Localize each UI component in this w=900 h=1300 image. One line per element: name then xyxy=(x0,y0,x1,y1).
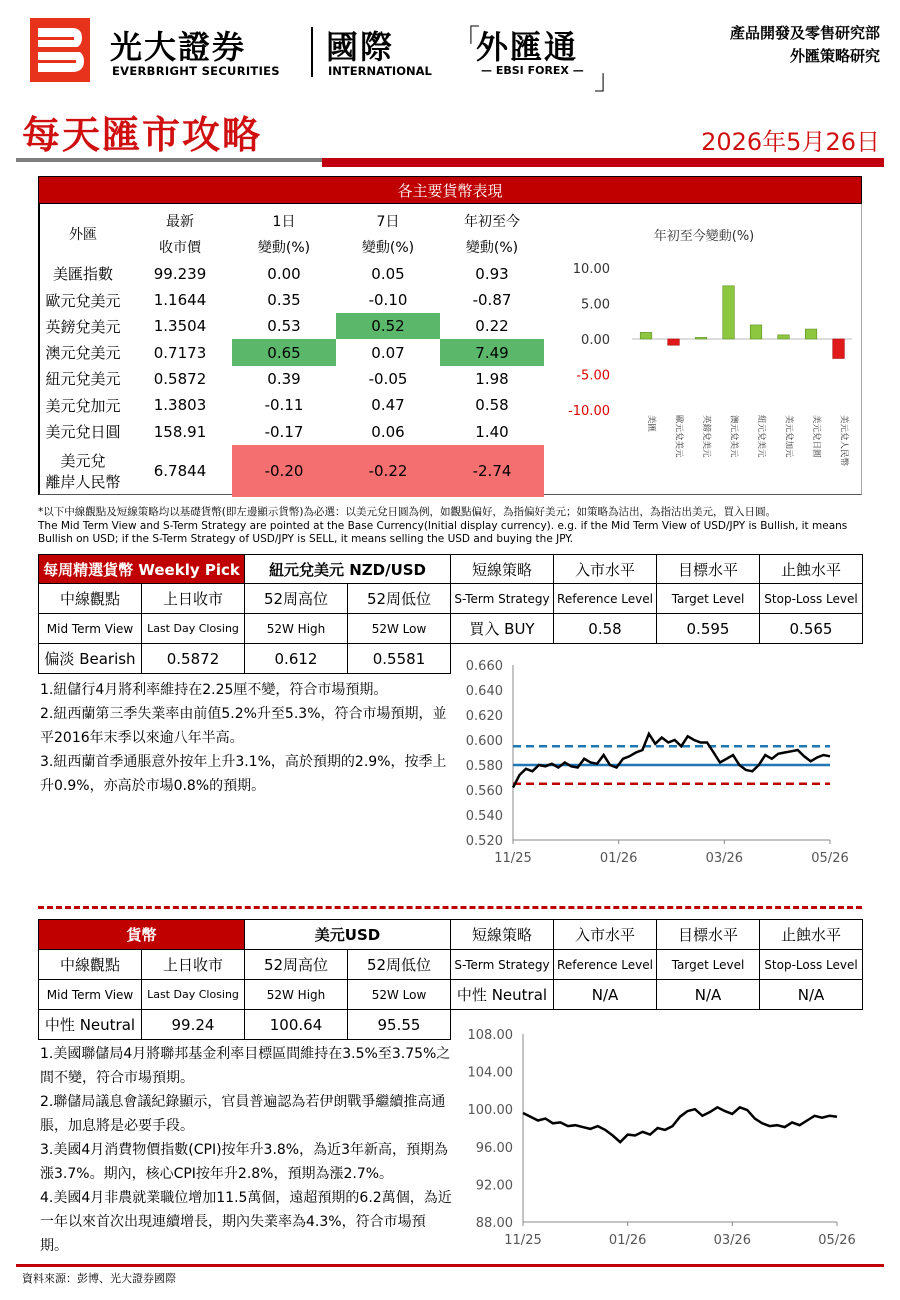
last-close: 6.7844 xyxy=(153,461,207,480)
y-tick-label: 10.00 xyxy=(572,262,610,277)
mid-view-value: 偏淡 Bearish xyxy=(39,644,142,674)
mid-view-value: 中性 Neutral xyxy=(39,1010,142,1040)
x-tick-label: 11/25 xyxy=(504,1233,542,1248)
header-ytd-a: 年初至今 xyxy=(464,214,520,231)
table-row xyxy=(38,418,544,444)
y-tick-label: 0.520 xyxy=(465,834,503,849)
department-name: 產品開發及零售研究部 xyxy=(729,24,880,42)
nzd-para-3: 3.紐西蘭首季通脹意外按年上升3.1%，高於預期的2.9%，按季上升0.9%，亦高於市場0.8%的預期。 xyxy=(40,754,447,794)
last-close: 0.5872 xyxy=(153,369,207,388)
stop-loss-label: Stop-Loss Level xyxy=(760,950,863,980)
table-row xyxy=(38,392,544,418)
target-header: 目標水平 xyxy=(657,555,760,584)
y-tick-label: 0.620 xyxy=(465,709,503,724)
change-ytd: 0.58 xyxy=(475,396,509,415)
table-header-row xyxy=(38,208,544,234)
low-52w-en: 52W Low xyxy=(348,980,451,1010)
target-label: Target Level xyxy=(657,950,760,980)
fx-bracket-left: 「 xyxy=(452,23,481,56)
y-tick-label: 0.00 xyxy=(581,333,610,348)
header-d1-b: 變動(%) xyxy=(257,240,311,257)
bar xyxy=(640,332,652,339)
y-tick-label: 0.640 xyxy=(465,684,503,699)
low-52w-label: 52周低位 xyxy=(348,950,451,980)
pair-name: 美元兌加元 xyxy=(45,396,121,415)
x-tick-label: 美元兌加元 xyxy=(783,415,794,458)
nzd-price-chart xyxy=(455,652,855,874)
table-row xyxy=(38,339,544,365)
y-tick-label: 104.00 xyxy=(467,1065,513,1081)
header-pair: 外匯 xyxy=(69,227,97,244)
change-7d: -0.10 xyxy=(368,291,408,310)
strategy-value: 買入 BUY xyxy=(451,614,554,644)
header-d7-a: 7日 xyxy=(376,214,400,231)
bar xyxy=(778,335,790,339)
change-1d: -0.20 xyxy=(232,445,336,497)
change-1d: -0.17 xyxy=(264,422,304,441)
currency-label: 貨幣 xyxy=(39,920,245,950)
x-tick-label: 01/26 xyxy=(608,1233,647,1248)
ytd-bar-chart xyxy=(562,220,860,480)
table-row xyxy=(38,366,544,392)
stop-header: 止蝕水平 xyxy=(760,555,863,584)
low-52w-en: 52W Low xyxy=(348,614,451,644)
change-1d: 0.35 xyxy=(267,291,301,310)
header-ytd-b: 變動(%) xyxy=(465,240,519,257)
y-tick-label: 88.00 xyxy=(475,1216,513,1231)
low-52w-label: 52周低位 xyxy=(348,584,451,614)
bar xyxy=(805,329,817,339)
change-ytd: 0.93 xyxy=(475,264,509,283)
header-d7-b: 變動(%) xyxy=(361,240,415,257)
pair-title: 紐元兌美元 NZD/USD xyxy=(245,555,451,584)
fx-brand-name: 外匯通 xyxy=(476,28,579,66)
last-close-label: 上日收市 xyxy=(142,950,245,980)
pair-name: 澳元兌美元 xyxy=(45,344,121,363)
fx-brand-en: — EBSI FOREX — xyxy=(481,64,584,77)
target-value: N/A xyxy=(657,980,760,1010)
brand-intl-cn: 國際 xyxy=(326,28,395,66)
bar xyxy=(750,325,762,339)
high-52w-value: 100.64 xyxy=(245,1010,348,1040)
stop-value: 0.565 xyxy=(760,614,863,644)
reference-label: Reference Level xyxy=(554,950,657,980)
mid-view-label: 中線觀點 xyxy=(39,950,142,980)
change-7d: -0.05 xyxy=(368,369,408,388)
x-tick-label: 05/26 xyxy=(811,851,849,866)
pair-name: 美元兌日圓 xyxy=(45,423,121,442)
change-1d: 0.39 xyxy=(267,369,301,388)
entry-value: 0.58 xyxy=(554,614,657,644)
pair-name-line2: 離岸人民幣 xyxy=(45,472,121,491)
usd-para-1: 1.美國聯儲局4月將聯邦基金利率目標區間維持在3.5%至3.75%之間不變，符合市場預期。 xyxy=(40,1046,451,1086)
change-1d: -0.11 xyxy=(264,396,304,415)
fx-bracket-right: 」 xyxy=(594,63,623,96)
change-ytd: 0.22 xyxy=(475,317,509,336)
change-ytd: 1.98 xyxy=(475,369,509,388)
usd-commentary xyxy=(40,1042,452,1258)
section-divider xyxy=(38,906,862,909)
table-row xyxy=(38,287,544,313)
x-tick-label: 01/26 xyxy=(599,851,638,866)
entry-header: 入市水平 xyxy=(554,920,657,950)
y-tick-label: 0.660 xyxy=(465,659,503,674)
short-strategy-header: 短線策略 xyxy=(451,920,554,950)
table-row xyxy=(38,313,544,339)
market-table xyxy=(38,208,544,497)
mid-view-en: Mid Term View xyxy=(39,980,142,1010)
y-tick-label: 0.540 xyxy=(465,809,503,824)
change-1d: 0.00 xyxy=(267,264,301,283)
brand-name-en: EVERBRIGHT SECURITIES xyxy=(112,64,280,78)
title-rule-red xyxy=(322,158,884,167)
s-term-label: S-Term Strategy xyxy=(451,950,554,980)
weekly-pick-label: 每周精選貨幣 Weekly Pick xyxy=(39,555,245,584)
y-tick-label: 0.580 xyxy=(465,759,503,774)
note-en: The Mid Term View and S-Term Strategy are pointed at the Base Currency(Initial display currency). e.g. if the Mid Term View of USD/JPY is Bullish, it means Bullish on USD; if the S-Term Strategy of USD/JPY is SELL, it means selling the USD and buying the JPY. xyxy=(38,520,848,545)
usd-para-2: 2.聯儲局議息會議紀錄顯示，官員普遍認為若伊朗戰爭繼續推高通脹，加息將是必要手段。 xyxy=(40,1094,446,1134)
last-close-value: 0.5872 xyxy=(142,644,245,674)
high-52w-label: 52周高位 xyxy=(245,950,348,980)
low-52w-value: 95.55 xyxy=(348,1010,451,1040)
x-tick-label: 03/26 xyxy=(713,1233,752,1248)
x-tick-label: 03/26 xyxy=(705,851,744,866)
high-52w-value: 0.612 xyxy=(245,644,348,674)
pair-name: 歐元兌美元 xyxy=(45,291,121,310)
x-tick-label: 澳元兌美元 xyxy=(728,415,739,458)
change-ytd: 1.40 xyxy=(475,422,509,441)
change-ytd: 7.49 xyxy=(440,339,544,365)
y-tick-label: 92.00 xyxy=(475,1178,513,1194)
x-tick-label: 英鎊兌美元 xyxy=(701,415,712,458)
x-tick-label: 05/26 xyxy=(818,1233,856,1248)
nzd-para-2: 2.紐西蘭第三季失業率由前值5.2%升至5.3%，符合市場預期，並平2016年末季以來逾八年半高。 xyxy=(40,706,447,746)
brand-name-cn: 光大證券 xyxy=(110,28,247,66)
y-tick-label: 0.600 xyxy=(465,734,503,749)
stop-header: 止蝕水平 xyxy=(760,920,863,950)
last-close: 99.239 xyxy=(153,264,207,283)
pair-name: 美匯指數 xyxy=(52,265,113,284)
market-section-header: 各主要貨幣表現 xyxy=(38,176,862,204)
department-sub: 外匯策略研究 xyxy=(789,47,880,65)
pair-name-line1: 美元兌 xyxy=(60,451,106,470)
x-tick-label: 美元兌日圓 xyxy=(811,415,822,458)
change-7d: 0.05 xyxy=(371,264,405,283)
last-close: 158.91 xyxy=(153,422,207,441)
change-ytd: -0.87 xyxy=(472,291,512,310)
y-tick-label: 108.00 xyxy=(467,1028,513,1043)
change-1d: 0.53 xyxy=(267,317,301,336)
price-line xyxy=(513,734,830,788)
note-cn: *以下中線觀點及短線策略均以基礎貨幣(即左邊顯示貨幣)為必選：以美元兌日圓為例，如觀點偏好，為指偏好美元；如策略為沽出，為指沽出美元，買入日圓。 xyxy=(38,506,776,518)
s-term-label: S-Term Strategy xyxy=(451,584,554,614)
pair-name: 紐元兌美元 xyxy=(45,370,121,389)
table-row xyxy=(38,261,544,287)
x-tick-label: 歐元兌美元 xyxy=(673,415,684,458)
entry-value: N/A xyxy=(554,980,657,1010)
footer-rule xyxy=(16,1264,884,1267)
change-1d: 0.65 xyxy=(232,339,336,365)
price-line xyxy=(523,1107,837,1142)
last-close-en: Last Day Closing xyxy=(142,980,245,1010)
pair-name: 英鎊兌美元 xyxy=(45,317,121,336)
x-tick-label: 美匯 xyxy=(646,415,657,433)
change-7d: 0.07 xyxy=(371,343,405,362)
high-52w-en: 52W High xyxy=(245,980,348,1010)
last-close: 1.3803 xyxy=(153,396,207,415)
low-52w-value: 0.5581 xyxy=(348,644,451,674)
last-close-label: 上日收市 xyxy=(142,584,245,614)
x-tick-label: 紐元兌美元 xyxy=(756,415,767,458)
nzd-para-1: 1.紐儲行4月將利率維持在2.25厘不變，符合市場預期。 xyxy=(40,682,388,698)
change-7d: 0.52 xyxy=(336,313,440,339)
report-date: 2026年5月26日 xyxy=(701,128,880,156)
target-header: 目標水平 xyxy=(657,920,760,950)
last-close: 1.1644 xyxy=(153,291,207,310)
y-tick-label: 0.560 xyxy=(465,784,503,799)
change-7d: -0.22 xyxy=(336,445,440,497)
high-52w-label: 52周高位 xyxy=(245,584,348,614)
chart-title: 年初至今變動(%) xyxy=(653,229,755,244)
header-last-b: 收市價 xyxy=(159,240,201,257)
bar xyxy=(833,339,845,358)
strategy-value: 中性 Neutral xyxy=(451,980,554,1010)
change-ytd: -2.74 xyxy=(440,445,544,497)
reference-label: Reference Level xyxy=(554,584,657,614)
usd-para-3: 3.美國4月消費物價指數(CPI)按年升3.8%，為近3年新高，預期為漲3.7%。期內，核心CPI按年升2.8%，預期為漲2.7%。 xyxy=(40,1142,449,1182)
header-last-a: 最新 xyxy=(166,214,194,231)
entry-header: 入市水平 xyxy=(554,555,657,584)
stop-value: N/A xyxy=(760,980,863,1010)
brand-separator xyxy=(311,27,313,77)
target-value: 0.595 xyxy=(657,614,760,644)
brand-intl-en: INTERNATIONAL xyxy=(328,64,432,78)
target-label: Target Level xyxy=(657,584,760,614)
bar xyxy=(723,286,735,339)
page-title: 每天匯市攻略 xyxy=(22,113,263,157)
last-close: 0.7173 xyxy=(153,343,207,362)
change-7d: 0.06 xyxy=(371,422,405,441)
x-tick-label: 11/25 xyxy=(494,851,532,866)
change-7d: 0.47 xyxy=(371,396,405,415)
last-close-en: Last Day Closing xyxy=(142,614,245,644)
table-row xyxy=(38,445,544,497)
y-tick-label: -5.00 xyxy=(576,368,610,384)
mid-view-label: 中線觀點 xyxy=(39,584,142,614)
pair-name xyxy=(38,445,128,497)
y-tick-label: 96.00 xyxy=(475,1140,513,1156)
header-d1-a: 1日 xyxy=(272,214,296,231)
y-tick-label: 5.00 xyxy=(581,297,610,313)
short-strategy-header: 短線策略 xyxy=(451,555,554,584)
pair-title: 美元USD xyxy=(245,920,451,950)
bar xyxy=(695,337,707,339)
bar xyxy=(668,339,680,345)
y-tick-label: 100.00 xyxy=(467,1103,513,1119)
stop-loss-label: Stop-Loss Level xyxy=(760,584,863,614)
x-tick-label: 美元兌人民幣 xyxy=(838,415,849,467)
everbright-logo xyxy=(30,18,90,82)
nzd-commentary xyxy=(40,678,452,798)
usd-para-4: 4.美國4月非農就業職位增加11.5萬個，遠超預期的6.2萬個，為近一年以來首次出現連續增長，期內失業率為4.3%，符合市場預期。 xyxy=(40,1190,452,1254)
source-note: 資料來源：彭博、光大證券國際 xyxy=(22,1272,176,1285)
last-close: 1.3504 xyxy=(153,317,207,336)
mid-view-en: Mid Term View xyxy=(39,614,142,644)
y-tick-label: -10.00 xyxy=(568,404,610,419)
last-close-value: 99.24 xyxy=(142,1010,245,1040)
high-52w-en: 52W High xyxy=(245,614,348,644)
usd-index-chart xyxy=(455,1020,860,1252)
